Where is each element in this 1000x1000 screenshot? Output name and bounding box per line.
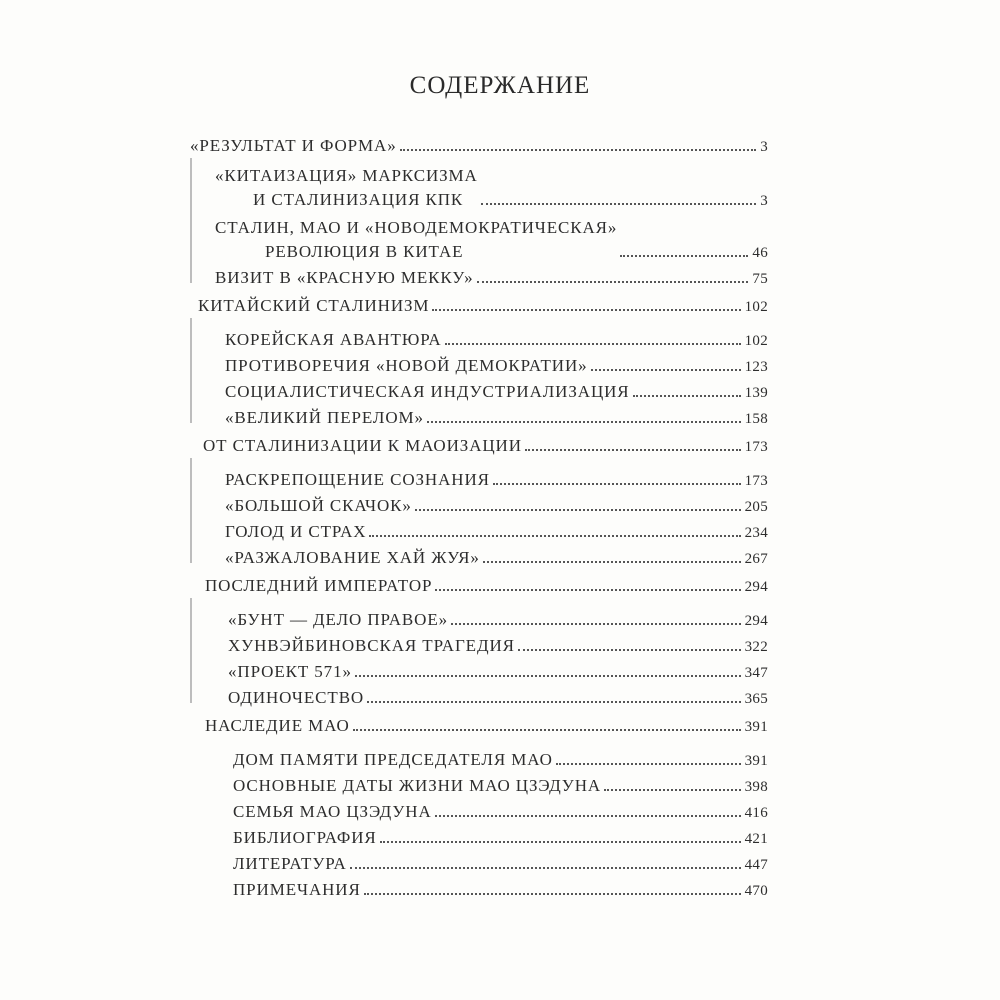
entry-title xyxy=(215,166,478,210)
page-number: 365 xyxy=(744,691,768,707)
entry-title: НАСЛЕДИЕ МАО xyxy=(205,716,350,735)
toc-item[interactable] xyxy=(225,496,768,516)
dot-leader xyxy=(435,589,740,591)
dot-leader xyxy=(591,369,741,371)
entry-title-line: РЕВОЛЮЦИЯ В КИТАЕ xyxy=(265,242,464,261)
dot-leader xyxy=(633,395,741,397)
dot-leader xyxy=(620,255,748,257)
toc-section[interactable] xyxy=(203,436,768,456)
dot-leader xyxy=(481,203,756,205)
page-number: 347 xyxy=(744,665,768,681)
section-divider xyxy=(190,458,192,563)
dot-leader xyxy=(483,561,741,563)
toc-section[interactable] xyxy=(205,716,768,736)
entry-title: «ПРОЕКТ 571» xyxy=(228,662,352,681)
toc-item[interactable] xyxy=(215,268,768,288)
toc-item[interactable] xyxy=(225,330,768,350)
toc-item[interactable] xyxy=(233,802,768,822)
page-number: 322 xyxy=(744,639,768,655)
section-divider xyxy=(190,598,192,703)
page-number: 294 xyxy=(744,579,768,595)
dot-leader xyxy=(427,421,741,423)
toc-item[interactable] xyxy=(233,776,768,796)
page-number: 46 xyxy=(752,245,768,261)
toc-item[interactable] xyxy=(215,166,768,210)
section-divider xyxy=(190,158,192,283)
page-number: 398 xyxy=(744,779,768,795)
dot-leader xyxy=(445,343,741,345)
page-number: 294 xyxy=(744,613,768,629)
entry-title-line: «КИТАИЗАЦИЯ» МАРКСИЗМА xyxy=(215,166,478,185)
page-number: 3 xyxy=(760,139,768,155)
dot-leader xyxy=(432,309,740,311)
entry-title: ВИЗИТ В «КРАСНУЮ МЕККУ» xyxy=(215,268,474,287)
entry-title: ДОМ ПАМЯТИ ПРЕДСЕДАТЕЛЯ МАО xyxy=(233,750,553,769)
page-number: 173 xyxy=(744,439,768,455)
entry-title: КИТАЙСКИЙ СТАЛИНИЗМ xyxy=(198,296,430,315)
page-number: 123 xyxy=(744,359,768,375)
entry-title-line: И СТАЛИНИЗАЦИЯ КПК xyxy=(253,190,464,209)
page-number: 3 xyxy=(760,193,768,209)
toc-item[interactable] xyxy=(225,356,768,376)
entry-title: ОСНОВНЫЕ ДАТЫ ЖИЗНИ МАО ЦЗЭДУНА xyxy=(233,776,602,795)
entry-title: БИБЛИОГРАФИЯ xyxy=(233,828,377,847)
entry-title: «БОЛЬШОЙ СКАЧОК» xyxy=(225,496,412,515)
entry-title: РАСКРЕПОЩЕНИЕ СОЗНАНИЯ xyxy=(225,470,490,489)
page-number: 139 xyxy=(744,385,768,401)
toc-item[interactable] xyxy=(233,750,768,770)
toc-item[interactable] xyxy=(228,636,768,656)
entry-title-line: СТАЛИН, МАО И «НОВОДЕМОКРАТИЧЕСКАЯ» xyxy=(215,218,618,237)
toc-item[interactable] xyxy=(233,880,768,900)
entry-title: ПОСЛЕДНИЙ ИМПЕРАТОР xyxy=(205,576,433,595)
dot-leader xyxy=(367,701,740,703)
dot-leader xyxy=(369,535,740,537)
entry-title: «РАЗЖАЛОВАНИЕ ХАЙ ЖУЯ» xyxy=(225,548,480,567)
toc-item[interactable] xyxy=(225,382,768,402)
dot-leader xyxy=(435,815,741,817)
dot-leader xyxy=(518,649,741,651)
toc-item[interactable] xyxy=(233,828,768,848)
toc-item[interactable] xyxy=(228,610,768,630)
toc-item[interactable] xyxy=(228,662,768,682)
page-number: 75 xyxy=(752,271,768,287)
dot-leader xyxy=(493,483,741,485)
toc-section[interactable] xyxy=(205,576,768,596)
dot-leader xyxy=(525,449,741,451)
toc-item[interactable] xyxy=(228,688,768,708)
page-title: СОДЕРЖАНИЕ xyxy=(409,72,591,99)
dot-leader xyxy=(364,893,741,895)
section-divider xyxy=(190,318,192,423)
page-number: 102 xyxy=(744,333,768,349)
toc-item[interactable] xyxy=(233,854,768,874)
toc-item[interactable] xyxy=(225,470,768,490)
entry-title: «ВЕЛИКИЙ ПЕРЕЛОМ» xyxy=(225,408,424,427)
dot-leader xyxy=(477,281,749,283)
page-number: 391 xyxy=(744,719,768,735)
dot-leader xyxy=(415,509,741,511)
entry-title: ГОЛОД И СТРАХ xyxy=(225,522,367,541)
page-number: 205 xyxy=(744,499,768,515)
page-number: 102 xyxy=(744,299,768,315)
entry-title: ОТ СТАЛИНИЗАЦИИ К МАОИЗАЦИИ xyxy=(203,436,522,455)
dot-leader xyxy=(380,841,741,843)
dot-leader xyxy=(350,867,741,869)
toc-section[interactable] xyxy=(198,296,768,316)
entry-title: «РЕЗУЛЬТАТ И ФОРМА» xyxy=(190,136,397,155)
dot-leader xyxy=(451,623,741,625)
entry-title: ЛИТЕРАТУРА xyxy=(233,854,347,873)
entry-title: ПРИМЕЧАНИЯ xyxy=(233,880,361,899)
dot-leader xyxy=(355,675,741,677)
dot-leader xyxy=(556,763,741,765)
dot-leader xyxy=(353,729,741,731)
toc-section[interactable] xyxy=(190,136,768,156)
entry-title: ХУНВЭЙБИНОВСКАЯ ТРАГЕДИЯ xyxy=(228,636,515,655)
dot-leader xyxy=(400,149,757,151)
toc-item[interactable] xyxy=(215,218,768,262)
entry-title: КОРЕЙСКАЯ АВАНТЮРА xyxy=(225,330,442,349)
entry-title: ПРОТИВОРЕЧИЯ «НОВОЙ ДЕМОКРАТИИ» xyxy=(225,356,588,375)
toc-item[interactable] xyxy=(225,548,768,568)
page-number: 234 xyxy=(744,525,768,541)
page-number: 421 xyxy=(744,831,768,847)
entry-title: СЕМЬЯ МАО ЦЗЭДУНА xyxy=(233,802,432,821)
entry-title: СОЦИАЛИСТИЧЕСКАЯ ИНДУСТРИАЛИЗАЦИЯ xyxy=(225,382,630,401)
page-number: 267 xyxy=(744,551,768,567)
page-number: 173 xyxy=(744,473,768,489)
entry-title: ОДИНОЧЕСТВО xyxy=(228,688,365,707)
toc-item[interactable] xyxy=(225,408,768,428)
dot-leader xyxy=(604,789,741,791)
page-number: 158 xyxy=(744,411,768,427)
page-number: 416 xyxy=(744,805,768,821)
page-number: 391 xyxy=(744,753,768,769)
toc-item[interactable] xyxy=(225,522,768,542)
entry-title: «БУНТ — ДЕЛО ПРАВОЕ» xyxy=(228,610,449,629)
entry-title xyxy=(215,218,617,262)
page-number: 447 xyxy=(744,857,768,873)
page-number: 470 xyxy=(744,883,768,899)
